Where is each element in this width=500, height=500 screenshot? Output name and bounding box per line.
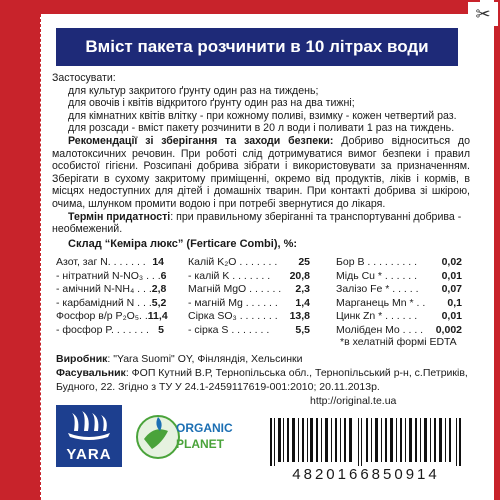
producer-text: : "Yara Suomi" OY, Фінляндія, Хельсинки: [107, 353, 303, 365]
composition-row: Залізо Fe * . . . . . 0,07: [336, 283, 462, 296]
composition-title: Склад “Кеміра люкс” (Ferticare Combi), %:: [68, 238, 298, 250]
yara-wordmark: YARA: [66, 446, 112, 463]
safety-text: Добриво відноситься до малотоксичних речовин. При роботі слід дотримуватися вимог безпеки і правил особистої гігієни. Розсипані добрива зібрати і використовувати за призначенням. Зберігати в сухому закритому приміщенні, окремо від продуктів, ліків і кормів, в місцях недоступних для дітей і домашніх тварин. При контакті добрива зі шкірою, очима, шлунком промити водою і при потребі звернутися до лікаря.: [52, 134, 470, 210]
composition-row: - калій K . . . . . . . 20,8: [188, 269, 310, 282]
composition-row: Магній MgO . . . . . . 2,3: [188, 283, 310, 296]
scissors-icon: ✂: [468, 2, 498, 26]
composition-row: Азот, заг N. . . . . . . 14: [56, 256, 164, 268]
composition-row: - фосфор P. . . . . . . 5: [56, 323, 164, 336]
composition-row: Мідь Cu * . . . . . . 0,01: [336, 269, 462, 282]
packer-line: [56, 366, 476, 394]
cut-line: [480, 0, 494, 500]
safety-paragraph: [52, 135, 470, 211]
usage-item: для культур закритого ґрунту один раз на тиждень;: [68, 84, 319, 97]
packer-label: Фасувальник: [56, 367, 126, 379]
term-paragraph: [52, 211, 470, 236]
yara-logo: [56, 405, 122, 467]
composition-row: Марганець Mn * . . 0,1: [336, 296, 462, 309]
composition-row: Бор B . . . . . . . . . 0,02: [336, 256, 462, 268]
composition-row: Фосфор в/р P₂O₅. . 11,4: [56, 310, 168, 323]
chelate-footnote: *в хелатній формі EDTA: [340, 336, 457, 348]
producer-block: [56, 352, 476, 394]
viking-ship-icon: [64, 411, 114, 441]
planet-word: PLANET: [176, 437, 224, 451]
composition-column-2: [188, 256, 310, 338]
barcode: [268, 418, 464, 468]
term-text: : при правильному зберіганні та транспортуванні добрива - необмежений.: [52, 210, 462, 236]
usage-title: Застосувати:: [52, 72, 116, 84]
organic-word: ORGANIC: [176, 421, 233, 435]
composition-row: Калій K₂O . . . . . . . 25: [188, 256, 310, 268]
barcode-number: 4820166850914: [268, 466, 464, 483]
term-title: Термін придатності: [68, 210, 171, 223]
composition-row: Молібден Mo . . . . 0,002: [336, 323, 462, 336]
usage-item: для овочів і квітів відкритого ґрунту один раз на два тижні;: [68, 97, 355, 110]
composition-column-3: [336, 256, 462, 338]
composition-row: - сірка S . . . . . . . 5,5: [188, 323, 310, 336]
composition-row: - нітратний N-NO₃ . . . 6: [56, 269, 167, 282]
globe-icon: [134, 405, 244, 467]
website-link[interactable]: http://original.te.ua: [310, 395, 397, 407]
composition-column-1: [56, 256, 168, 338]
composition-row: Сірка SO₃ . . . . . . . 13,8: [188, 310, 310, 323]
composition-row: - амічний N-NH₄ . . . 2,8: [56, 283, 167, 296]
usage-item: для розсади - вміст пакету розчинити в 20 л води і поливати 1 раз на тиждень.: [68, 122, 455, 135]
producer-line: [56, 352, 476, 366]
packer-text: : ФОП Кутний В.Р, Тернопільська обл., Тернопільський р-н, с.Петриків, Будного, 22. Згідно з ТУ У 24.1-2459117619-001:2010; 20.11.2013р.: [56, 367, 468, 393]
organic-planet-logo: [134, 405, 244, 467]
instruction-banner: Вміст пакета розчинити в 10 літрах води: [56, 28, 458, 66]
instructions-text: [52, 72, 470, 236]
producer-label: Виробник: [56, 353, 108, 365]
composition-row: Цинк Zn * . . . . . . 0,01: [336, 310, 462, 323]
usage-item: для кімнатних квітів влітку - при кожному поливі, взимку - кожен четвертий раз.: [68, 109, 457, 122]
composition-row: - магній Mg . . . . . . 1,4: [188, 296, 310, 309]
safety-title: Рекомендації зі зберігання та заходи безпеки:: [68, 134, 334, 147]
composition-row: - карбамідний N . . . 5,2: [56, 296, 167, 309]
